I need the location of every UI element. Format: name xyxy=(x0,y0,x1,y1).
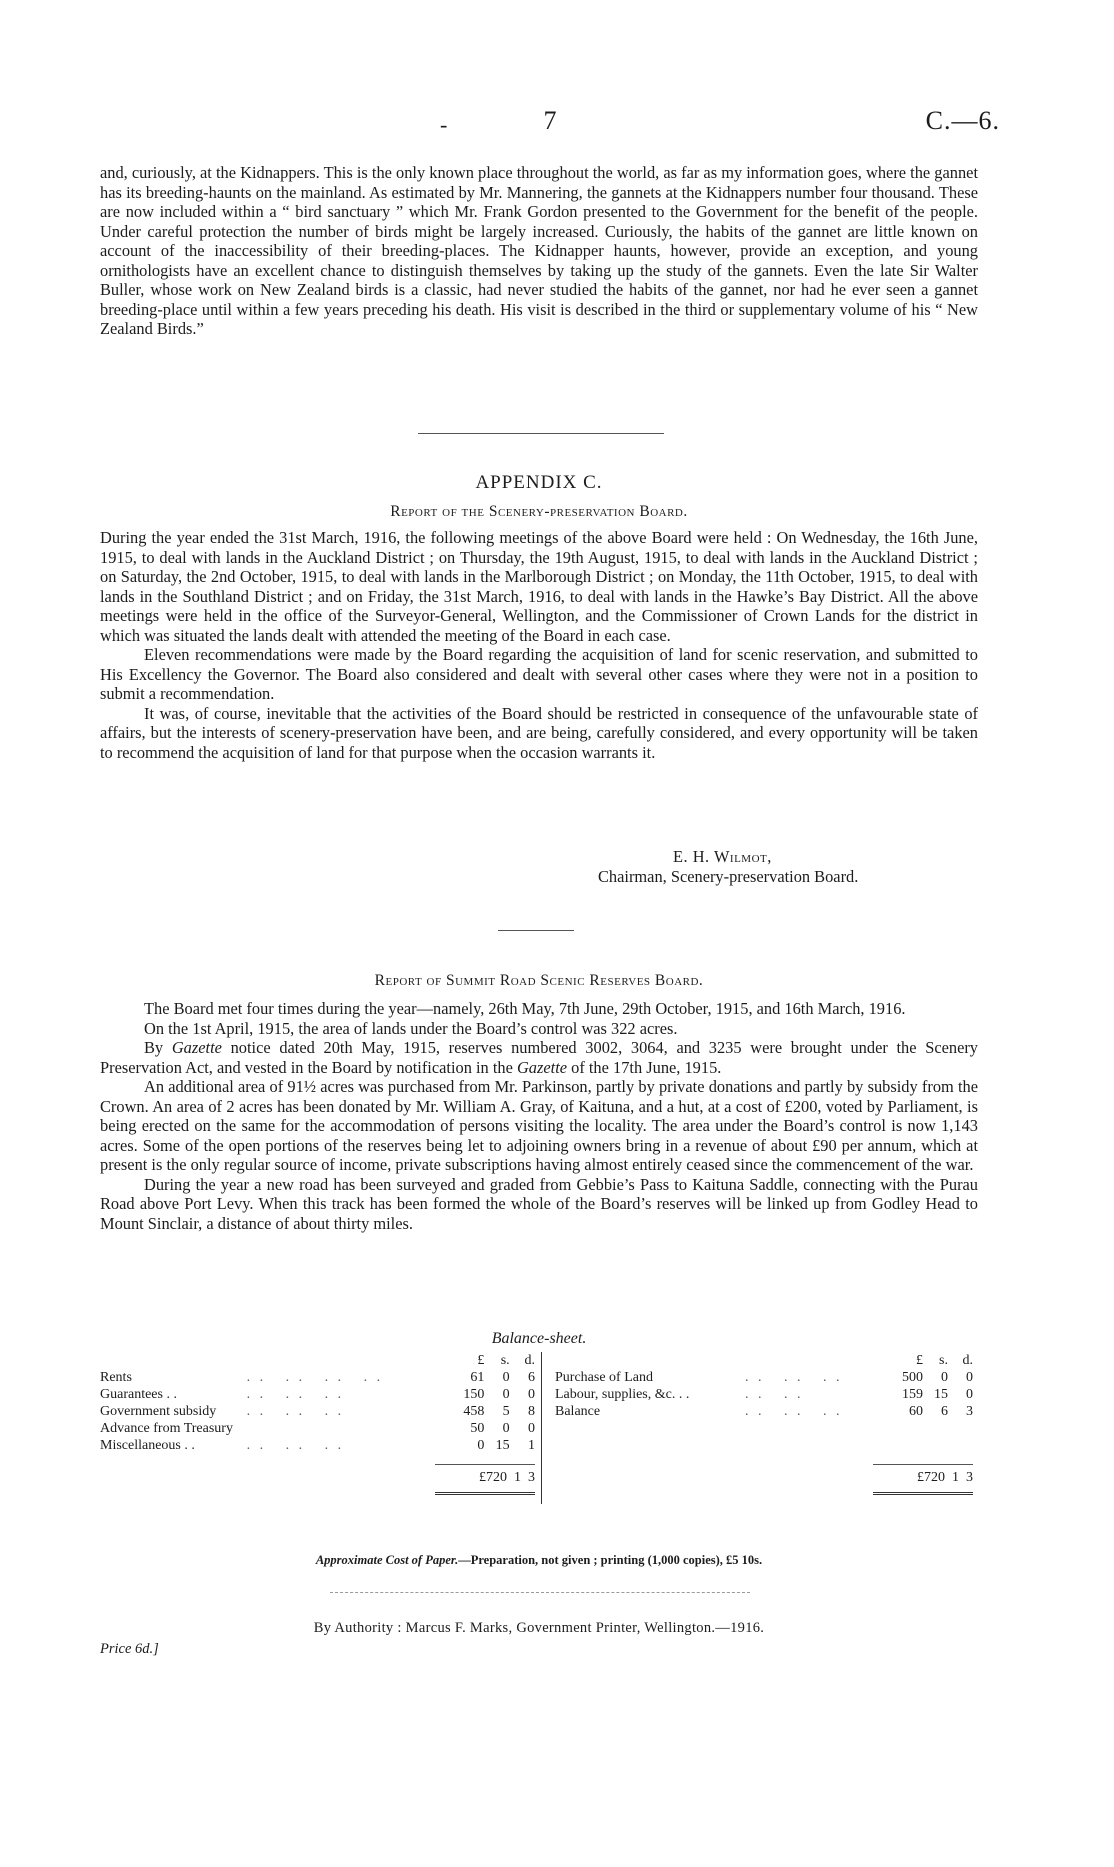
payments-side xyxy=(555,1352,980,1485)
page-header xyxy=(100,106,1000,140)
total-rule xyxy=(873,1464,973,1465)
summit-body xyxy=(100,999,978,1233)
signature-title: Chairman, Scenery-preservation Board. xyxy=(598,867,859,886)
price-note: Price 6d.] xyxy=(100,1641,159,1657)
total-double-rule xyxy=(435,1492,535,1495)
summit-paragraph: On the 1st April, 1915, the area of lands under the Board’s control was 322 acres. xyxy=(144,1018,678,1038)
document-code: C.—6. xyxy=(925,106,1000,135)
footer-divider xyxy=(330,1592,750,1593)
balance-sheet-title: Balance-sheet. xyxy=(491,1330,587,1347)
appendix-heading: APPENDIX C. xyxy=(475,472,603,493)
gazette-italic: Gazette xyxy=(516,1057,568,1077)
gazette-italic: Gazette xyxy=(171,1038,222,1057)
signature-name: E. H. Wilmot, xyxy=(673,847,772,866)
column-header-row: £ s. d. xyxy=(916,1353,973,1368)
table-row: Rents . . . . . . . . 61 0 6 xyxy=(100,1370,535,1385)
column-separator xyxy=(541,1352,542,1504)
cost-text: —Preparation, not given ; printing (1,000 copies), £5 10s. xyxy=(458,1553,763,1567)
table-row: Balance . . . . . . 60 6 3 xyxy=(555,1404,973,1419)
summit-paragraph: The Board met four times during the year—namely, 26th May, 7th June, 29th October, 1915, and 16th March, 1916. xyxy=(144,999,906,1018)
summit-paragraph: During the year a new road has been surveyed and graded from Gebbie’s Pass to Kaituna Saddle, connecting with the Purau Road above Port Levy. When this track has been formed the whole of the Board’s reserves will be linked up from Godley Head to Mount Sinclair, a distance of about thirty miles. xyxy=(100,1174,978,1233)
appendix-body xyxy=(100,528,978,762)
intro-paragraph: and, curiously, at the Kidnappers. This is the only known place throughout the world, as far as my information goes, where the gannet has its breeding-haunts on the mainland. As estimated by Mr. Mannering, the gannets at the Kidnappers number four thousand. These are now included within a “ bird sanctuary ” which Mr. Frank Gordon presented to the Government for the benefit of the people. Under careful protection the number of birds might be largely increased. Curiously, the habits of the gannet are little known on account of the inaccessibility of their breeding-places. The Kidnapper haunts, however, provide an exception, and young ornithologists have an excellent chance to distinguish themselves by taking up the study of the gannets. Even the late Sir Walter Buller, whose work on New Zealand birds is a classic, had never studied the habits of the gannet, nor had he ever seen a gannet breeding-place until within a few years preceding his death. His visit is described in the third or supplementary volume of his “ New Zealand Birds.” xyxy=(100,163,978,338)
table-row: Government subsidy . . . . . . 458 5 8 xyxy=(100,1404,535,1419)
authority-line: By Authority : Marcus F. Marks, Government Printer, Wellington.—1916. xyxy=(313,1620,765,1636)
table-row: Advance from Treasury 50 0 0 xyxy=(100,1421,535,1436)
table-row: Purchase of Land . . . . . . 500 0 0 xyxy=(555,1370,973,1385)
table-row: Labour, supplies, &c. . . . . . . 159 15 0 xyxy=(555,1387,973,1402)
payments-total: £720 1 3 xyxy=(917,1470,973,1485)
appendix-paragraph: Eleven recommendations were made by the Board regarding the acquisition of land for scenic reservation, and submitted to His Excellency the Governor. The Board also considered and dealt with several other cases where they were not in a position to submit a recommendation. xyxy=(100,645,978,703)
table-row: Miscellaneous . . . . . . . . 0 15 1 xyxy=(100,1438,535,1453)
page-number: 7 xyxy=(543,106,557,135)
column-header-row: £ s. d. xyxy=(477,1353,535,1368)
cost-note xyxy=(100,1553,978,1568)
appendix-subheading: Report of the Scenery-preservation Board. xyxy=(390,503,688,520)
balance-sheet xyxy=(100,1352,980,1492)
section-divider xyxy=(418,433,664,434)
intro-paragraph-block xyxy=(100,163,978,339)
receipts-table xyxy=(100,1352,535,1454)
payments-table xyxy=(555,1352,973,1420)
total-double-rule xyxy=(873,1492,973,1495)
receipts-total: £720 1 3 xyxy=(479,1470,535,1485)
table-row: Guarantees . . . . . . . . 150 0 0 xyxy=(100,1387,535,1402)
summit-paragraph: An additional area of 91½ acres was purchased from Mr. Parkinson, partly by private donations and partly by subsidy from the Crown. An area of 2 acres has been donated by Mr. William A. Gray, of Kaituna, and a hut, at a cost of £200, voted by Parliament, is being erected on the same for the accommodation of persons visiting the locality. The area under the Board’s control is now 1,143 acres. Some of the open portions of the reserves being let to adjoining owners bring in a revenue of about £90 per annum, which at present is the only regular source of income, private subscriptions having almost entirely ceased since the commencement of the war. xyxy=(100,1077,978,1174)
appendix-paragraph: It was, of course, inevitable that the activities of the Board should be restricted in consequence of the unfavourable state of affairs, but the interests of scenery-preservation have been, and are being, carefully considered, and every opportunity will be taken to recommend the acquisition of land for that purpose when the occasion warrants it. xyxy=(100,703,978,762)
summit-heading: Report of Summit Road Scenic Reserves Board. xyxy=(374,972,704,989)
appendix-paragraph: During the year ended the 31st March, 1916, the following meetings of the above Board were held : On Wednesday, the 16th June, 1915, to deal with lands in the Auckland District ; on Thursday, the 19th August, 1915, to deal with lands in the Auckland District ; on Saturday, the 2nd October, 1915, to deal with lands in the Marlborough District ; on Monday, the 11th October, 1915, to deal with lands in the Southland District ; and on Friday, the 31st March, 1916, to deal with lands in the Hawke’s Bay District. All the above meetings were held in the office of the Surveyor-General, Wellington, and the Commissioner of Crown Lands for the district in which was situated the lands dealt with attended the meeting of the Board in each case. xyxy=(100,528,978,645)
cost-label: Approximate Cost of Paper. xyxy=(315,1553,459,1567)
short-divider xyxy=(498,930,574,931)
receipts-side xyxy=(100,1352,535,1485)
total-rule xyxy=(435,1464,535,1465)
header-dash: - xyxy=(440,112,448,137)
summit-paragraph-gazette: By Gazette notice dated 20th May, 1915, reserves numbered 3002, 3064, and 3235 were brought under the Scenery Preservation Act, and vested in the Board by notification in the Gazette of the 17th June, 1915. xyxy=(100,1038,978,1077)
